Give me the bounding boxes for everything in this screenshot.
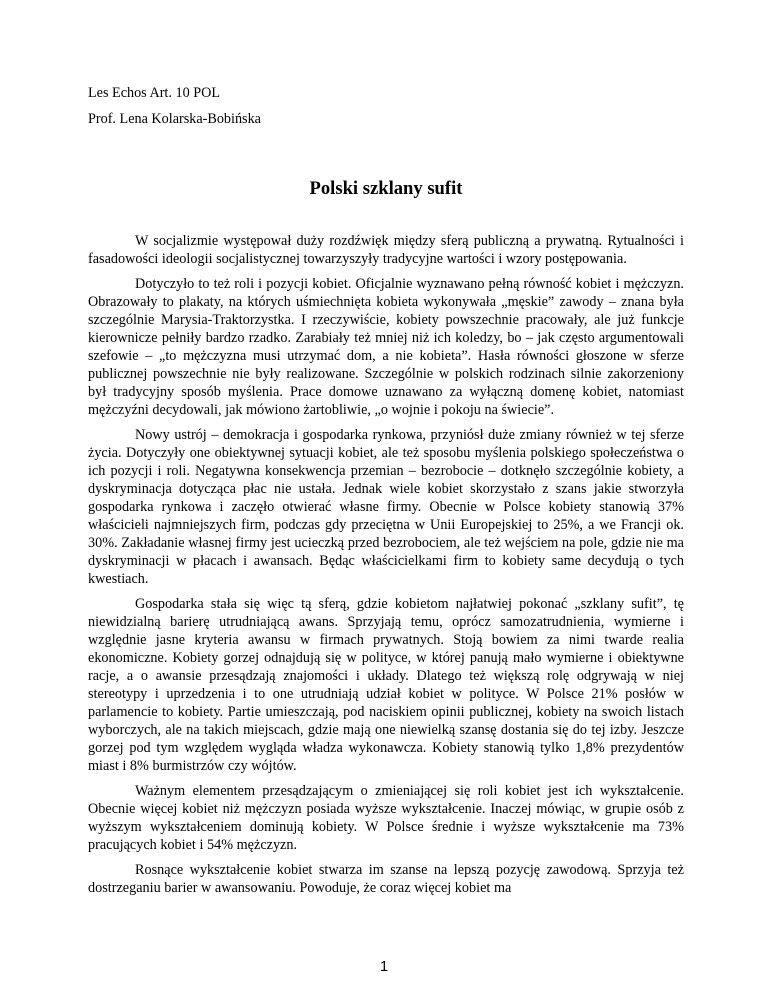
paragraph-4: Gospodarka stała się więc tą sferą, gdzie kobietom najłatwiej pokonać „szklany sufit”, tę niewidzialną barierę utrudniającą awans. Sprzyjają temu, oprócz samozatrudnienia, wymierne i względnie jasne kryteria awansu w firmach prywatnych. Stoją bowiem za nimi twarde realia ekonomiczne. Kobiety gorzej odnajdują się w polityce, w której panują mało wymierne i obiektywne racje, a o awansie przesądzają znajomości i układy. Dlatego też większą rolę odgrywają w niej stereotypy i uprzedzenia i to one utrudniają udział kobiet w polityce. W Polsce 21% posłów w parlamencie to kobiety. Partie umieszczają, pod naciskiem opinii publicznej, kobiety na swoich listach wyborczych, ale na takich miejscach, gdzie mają one niewielką szansę dostania się do tej izby. Jeszcze gorzej pod tym względem wygląda władza wykonawcza. Kobiety stanowią tylko 1,8% prezydentów miast i 8% burmistrzów czy wójtów. [88, 596, 684, 774]
article-body [88, 232, 684, 904]
paragraph-5: Ważnym elementem przesądzającym o zmieniającej się roli kobiet jest ich wykształcenie. Obecnie więcej kobiet niż mężczyzn posiada wyższe wykształcenie. Inaczej mówiąc, w grupie osób z wyższym wykształceniem dominują kobiety. W Polsce średnie i wyższe wykształcenie ma 73% pracujących kobiet i 54% mężczyzn. [88, 783, 684, 853]
article-title: Polski szklany sufit [309, 178, 463, 199]
header-source-line: Les Echos Art. 10 POL [88, 85, 221, 101]
header-author-line: Prof. Lena Kolarska-Bobińska [88, 111, 261, 127]
paragraph-3: Nowy ustrój – demokracja i gospodarka rynkowa, przyniósł duże zmiany również w tej sferze życia. Dotyczyły one obiektywnej sytuacji kobiet, ale też sposobu myślenia polskiego społeczeństwa o ich pozycji i roli. Negatywna konsekwencja przemian – bezrobocie – dotknęło szczególnie kobiety, a dyskryminacja dotycząca płac nie ustała. Jednak wiele kobiet skorzystało z szans jakie stworzyła gospodarka rynkowa i zaczęło otwierać własne firmy. Obecnie w Polsce kobiety stanowią 37% właścicieli najmniejszych firm, podczas gdy przeciętna w Unii Europejskiej to 25%, a we Francji ok. 30%. Zakładanie własnej firmy jest ucieczką przed bezrobociem, ale też wejściem na pole, gdzie nie ma dyskryminacji w płacach i awansach. Będąc właścicielkami firm to kobiety same decydują o tych kwestiach. [88, 427, 684, 587]
page-number: 1 [379, 959, 389, 975]
paragraph-6: Rosnące wykształcenie kobiet stwarza im szanse na lepszą pozycję zawodową. Sprzyja też dostrzeganiu barier w awansowaniu. Powoduje, że coraz więcej kobiet ma [88, 862, 684, 896]
paragraph-2: Dotyczyło to też roli i pozycji kobiet. Oficjalnie wyznawano pełną równość kobiet i mężczyzn. Obrazowały to plakaty, na których uśmiechnięta kobieta wykonywała „męskie” zawody – znana była szczególnie Marysia-Traktorzystka. I rzeczywiście, kobiety powszechnie pracowały, ale już funkcje kierownicze pełniły bardzo rzadko. Zarabiały też mniej niż ich koledzy, bo – jak często argumentowali szefowie – „to mężczyzna musi utrzymać dom, a nie kobieta”. Hasła równości głoszone w sferze publicznej powszechnie nie były realizowane. Szczególnie w polskich rodzinach silnie zakorzeniony był tradycyjny sposób myślenia. Prace domowe uznawano za wyłączną domenę kobiet, natomiast mężczyźni decydowali, jak mówiono żartobliwie, „o wojnie i pokoju na świecie”. [88, 276, 684, 418]
paragraph-1: W socjalizmie występował duży rozdźwięk między sferą publiczną a prywatną. Rytualności i fasadowości ideologii socjalistycznej towarzyszyły tradycyjne wartości i wzory postępowania. [88, 233, 684, 267]
